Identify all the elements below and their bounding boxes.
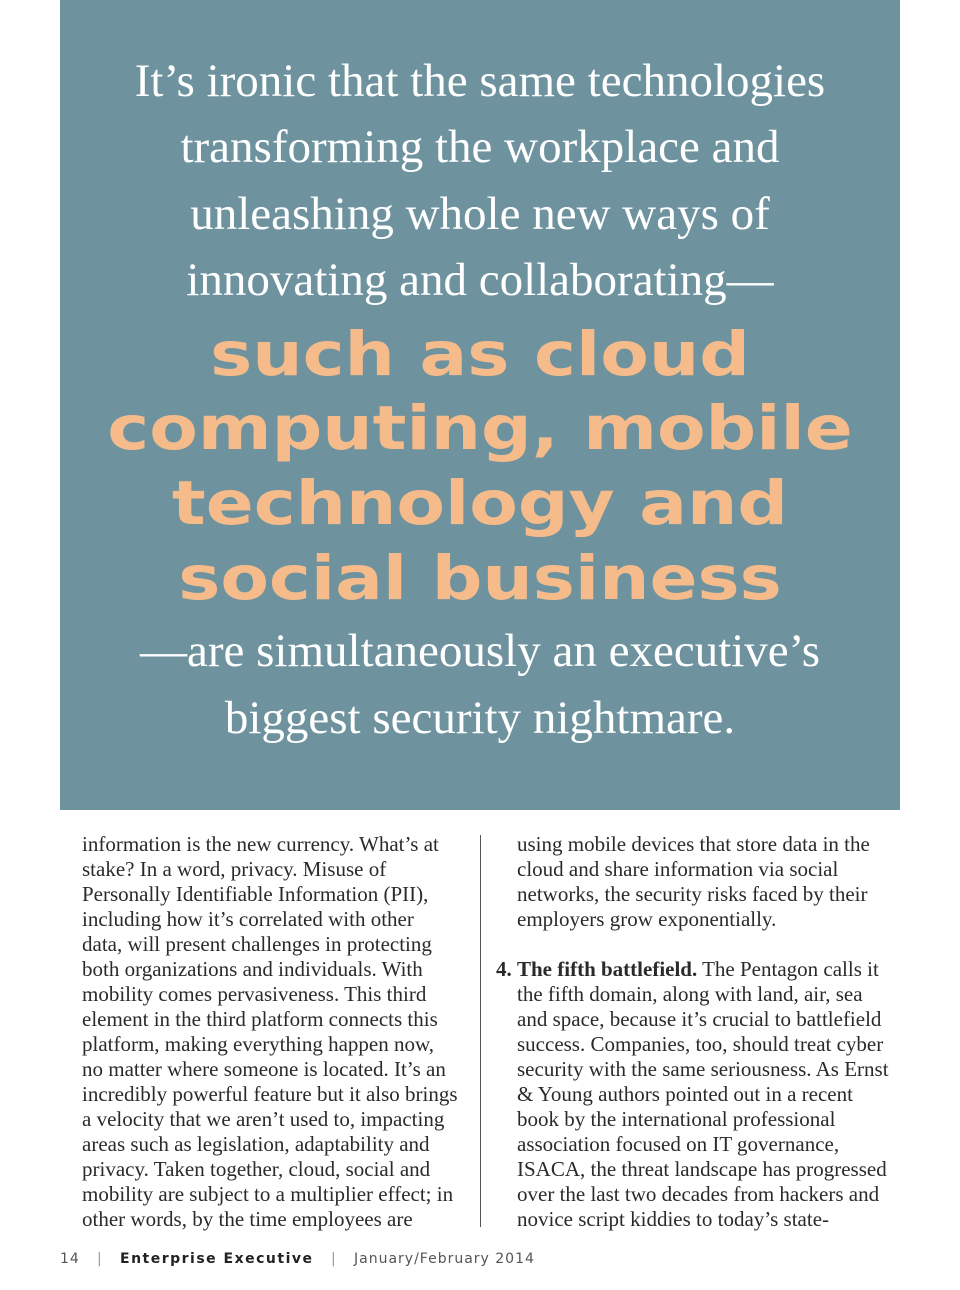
body-text-line: information is the new currency. What’s at (82, 832, 439, 856)
body-text-line: mobility comes pervasiveness. This third (82, 982, 427, 1006)
publication-name: Enterprise Executive (120, 1251, 314, 1267)
pull-quote-highlight-line: social business (178, 543, 782, 614)
body-text-line: platform, making everything happen now, (82, 1032, 435, 1056)
body-text-line: element in the third platform connects this (82, 1007, 438, 1031)
body-text-line: no matter where someone is located. It’s an (82, 1057, 446, 1081)
pull-quote-highlight-line: technology and (171, 468, 789, 539)
body-text-line: networks, the security risks faced by their (517, 882, 868, 906)
body-text-line: mobility are subject to a multiplier effect; in (82, 1182, 454, 1206)
body-text-line: including how it’s correlated with other (82, 907, 414, 931)
pull-quote (60, 0, 900, 810)
footer-separator: | (331, 1251, 336, 1267)
column-divider (480, 835, 481, 1227)
body-text-line: novice script kiddies to today’s state- (517, 1207, 830, 1231)
pull-quote-line: transforming the workplace and (180, 121, 780, 173)
body-text-line: ISACA, the threat landscape has progressed (517, 1157, 887, 1181)
body-text-line: data, will present challenges in protecting (82, 932, 432, 956)
left-column (82, 832, 462, 1232)
list-item-lead: The fifth battlefield. (517, 957, 698, 981)
body-text-line: privacy. Taken together, cloud, social and (82, 1157, 431, 1181)
issue-date: January/February 2014 (354, 1251, 535, 1267)
body-text-line: association focused on IT governance, (517, 1132, 840, 1156)
body-text-line: stake? In a word, privacy. Misuse of (82, 857, 387, 881)
pull-quote-highlight-line: such as cloud (210, 319, 750, 390)
body-text-line: a velocity that we aren’t used to, impacting (82, 1107, 445, 1131)
body-text-line: & Young authors pointed out in a recent (517, 1082, 853, 1106)
body-text-line: book by the international professional (517, 1107, 836, 1131)
pull-quote-line: biggest security nightmare. (224, 692, 736, 744)
body-text-line: over the last two decades from hackers and (517, 1182, 880, 1206)
footer-separator: | (97, 1251, 102, 1267)
body-text-line: success. Companies, too, should treat cyber (517, 1032, 884, 1056)
pull-quote-line: —are simultaneously an executive’s (140, 625, 820, 677)
list-item-heading-line (496, 957, 906, 982)
body-text-line: other words, by the time employees are (82, 1207, 413, 1231)
body-text-line: the fifth domain, along with land, air, sea (517, 982, 863, 1006)
list-item-number: 4. (496, 957, 512, 981)
pull-quote-line: innovating and collaborating— (186, 254, 774, 306)
body-text-line: both organizations and individuals. With (82, 957, 423, 981)
body-text-line: Personally Identifiable Information (PII), (82, 882, 429, 906)
body-text-line: security with the same seriousness. As Ernst (517, 1057, 889, 1081)
page-number: 14 (60, 1251, 80, 1267)
body-text-line: areas such as legislation, adaptability and (82, 1132, 430, 1156)
body-text-line: and space, because it’s crucial to battlefield (517, 1007, 882, 1031)
body-text-line: using mobile devices that store data in the (517, 832, 870, 856)
pull-quote-highlight-line: computing, mobile (107, 393, 853, 464)
body-text-line: incredibly powerful feature but it also brings (82, 1082, 458, 1106)
body-text-line: employers grow exponentially. (517, 907, 777, 931)
list-item-text: The Pentagon calls it (697, 957, 879, 981)
right-column (496, 832, 906, 1232)
body-text-line: cloud and share information via social (517, 857, 839, 881)
pull-quote-line: unleashing whole new ways of (190, 188, 770, 240)
pull-quote-line: It’s ironic that the same technologies (134, 55, 826, 107)
